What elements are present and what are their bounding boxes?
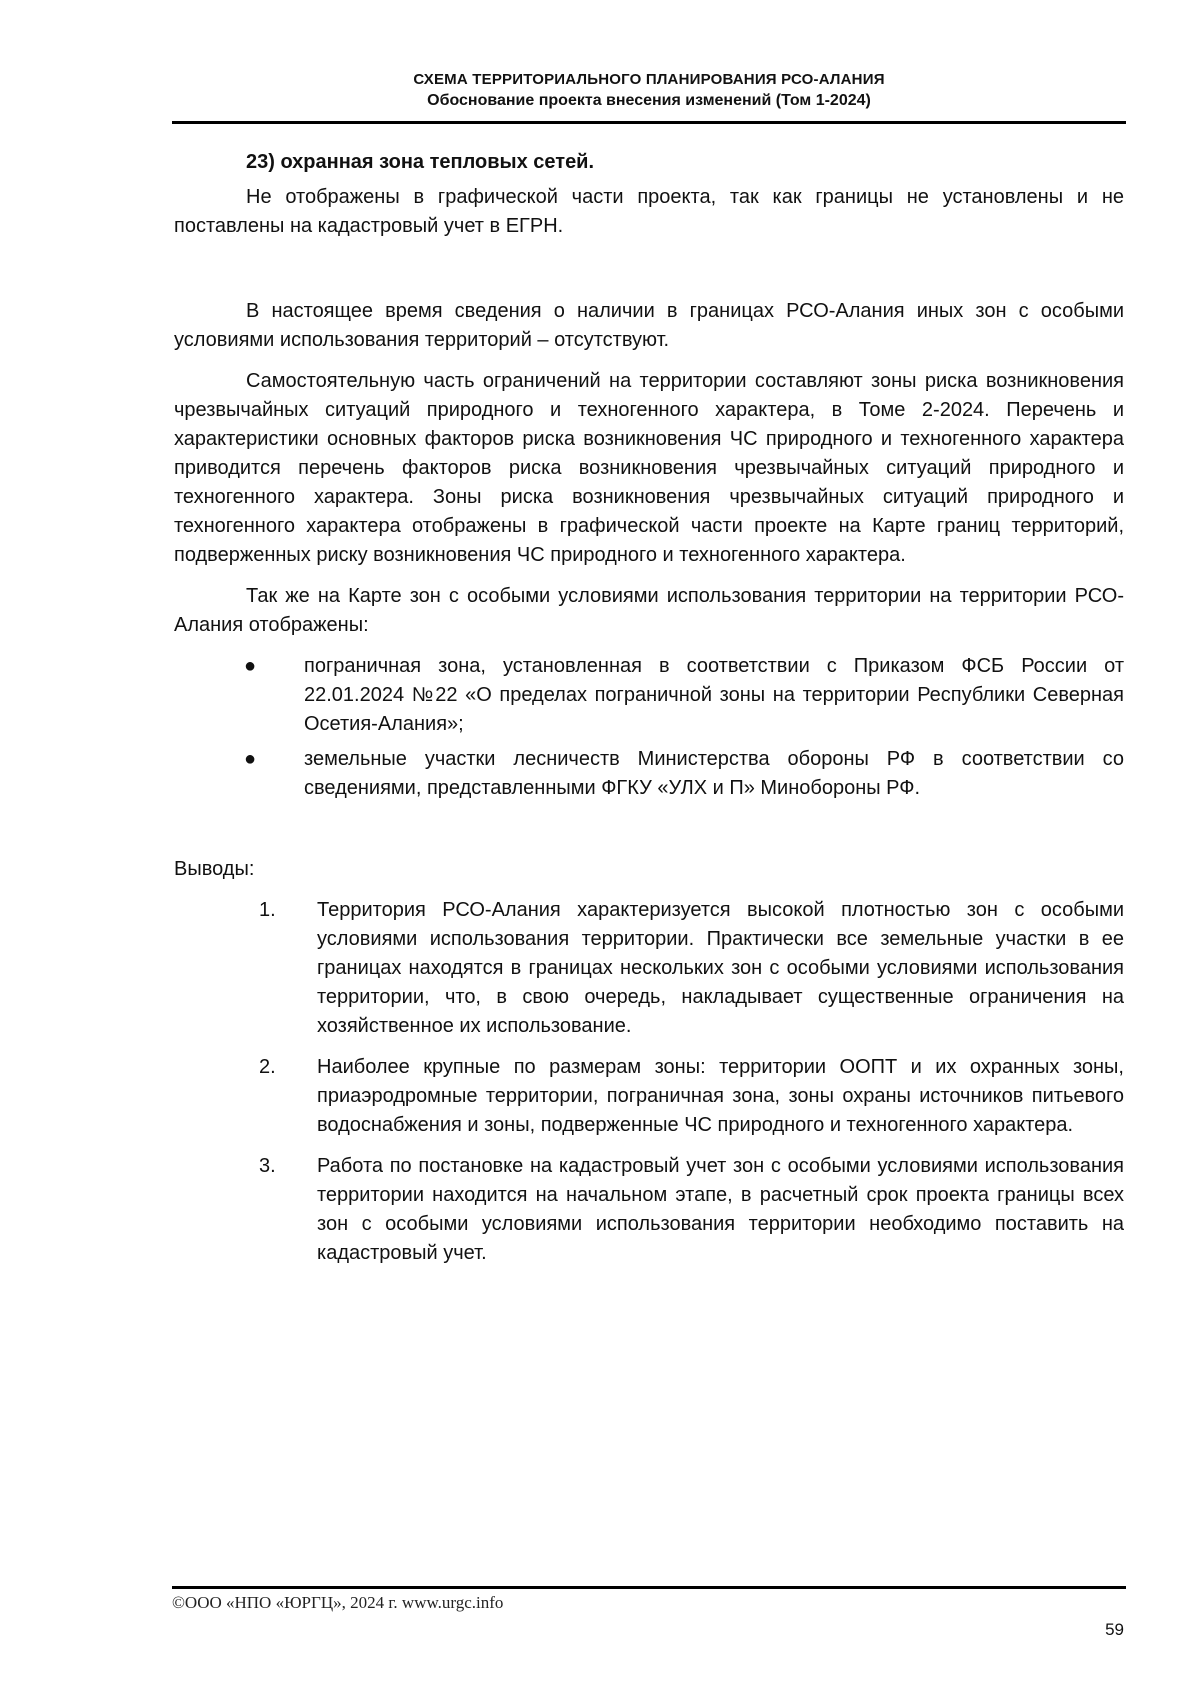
- conclusions-list: [174, 896, 1124, 1268]
- footer-copyright: ©ООО «НПО «ЮРГЦ», 2024 г. www.urgc.info: [172, 1593, 504, 1612]
- bullet-icon: ●: [244, 655, 257, 677]
- list-item-text: пограничная зона, установленная в соответствии с Приказом ФСБ России от 22.01.2024 №22 «О пределах пограничной зоны на территории Республики Северная Осетия-Алания»;: [304, 655, 1124, 735]
- page-header: [172, 70, 1126, 112]
- conclusion-item: [174, 896, 1124, 1041]
- conclusion-text: Наиболее крупные по размерам зоны: территории ООПТ и их охранных зоны, приаэродромные территории, пограничная зона, зоны охраны источников питьевого водоснабжения и зоны, подверженные ЧС природного и техногенного характера.: [317, 1056, 1124, 1136]
- conclusion-text: Территория РСО-Алания характеризуется высокой плотностью зон с особыми условиями использования территории. Практически все земельные участки в ее границах находятся в границах нескольких зон с особыми условиями использования территории, что, в свою очередь, накладывает существенные ограничения на хозяйственное их использование.: [317, 899, 1124, 1037]
- page-number: 59: [1105, 1620, 1124, 1639]
- paragraph-heat-networks: Не отображены в графической части проекта, так как границы не установлены и не поставлены на кадастровый учет в ЕГРН.: [174, 186, 1124, 237]
- footer-rule: [172, 1586, 1126, 1589]
- list-item: [174, 745, 1124, 803]
- list-item-text: земельные участки лесничеств Министерства обороны РФ в соответствии со сведениями, представленными ФГКУ «УЛХ и П» Минобороны РФ.: [304, 748, 1124, 799]
- document-title: СХЕМА ТЕРРИТОРИАЛЬНОГО ПЛАНИРОВАНИЯ РСО-АЛАНИЯ: [413, 71, 885, 88]
- bullet-list: [174, 652, 1124, 803]
- section-heading: 23) охранная зона тепловых сетей.: [246, 151, 595, 173]
- bullet-icon: ●: [244, 748, 257, 770]
- document-subtitle: Обоснование проекта внесения изменений (Том 1-2024): [427, 92, 871, 109]
- conclusion-item: [174, 1053, 1124, 1140]
- conclusion-number: 2.: [259, 1056, 276, 1078]
- conclusion-text: Работа по постановке на кадастровый учет зон с особыми условиями использования территории находится на начальном этапе, в расчетный срок проекта границы всех зон с особыми условиями использования территории необходимо поставить на кадастровый учет.: [317, 1155, 1124, 1264]
- conclusions-title: Выводы:: [174, 858, 255, 880]
- conclusion-item: [174, 1152, 1124, 1268]
- paragraph-emergency-risk: Самостоятельную часть ограничений на территории составляют зоны риска возникновения чрезвычайных ситуаций природного и техногенного характера, в Томе 2-2024. Перечень и характеристики основных факторов риска возникновения ЧС природного и техногенного характера приводится перечень факторов риска возникновения чрезвычайных ситуаций природного и техногенного характера. Зоны риска возникновения чрезвычайных ситуаций природного и техногенного характера отображены в графической части проекте на Карте границ территорий, подверженных риску возникновения ЧС природного и техногенного характера.: [174, 370, 1124, 566]
- paragraph-other-zones: В настоящее время сведения о наличии в границах РСО-Алания иных зон с особыми условиями использования территорий – отсутствуют.: [174, 300, 1124, 351]
- list-item: [174, 652, 1124, 739]
- conclusion-number: 1.: [259, 899, 276, 921]
- header-rule: [172, 121, 1126, 124]
- conclusion-number: 3.: [259, 1155, 276, 1177]
- page-content: [174, 148, 1124, 1280]
- paragraph-map-zones: Так же на Карте зон с особыми условиями использования территории на территории РСО-Алания отображены:: [174, 585, 1124, 636]
